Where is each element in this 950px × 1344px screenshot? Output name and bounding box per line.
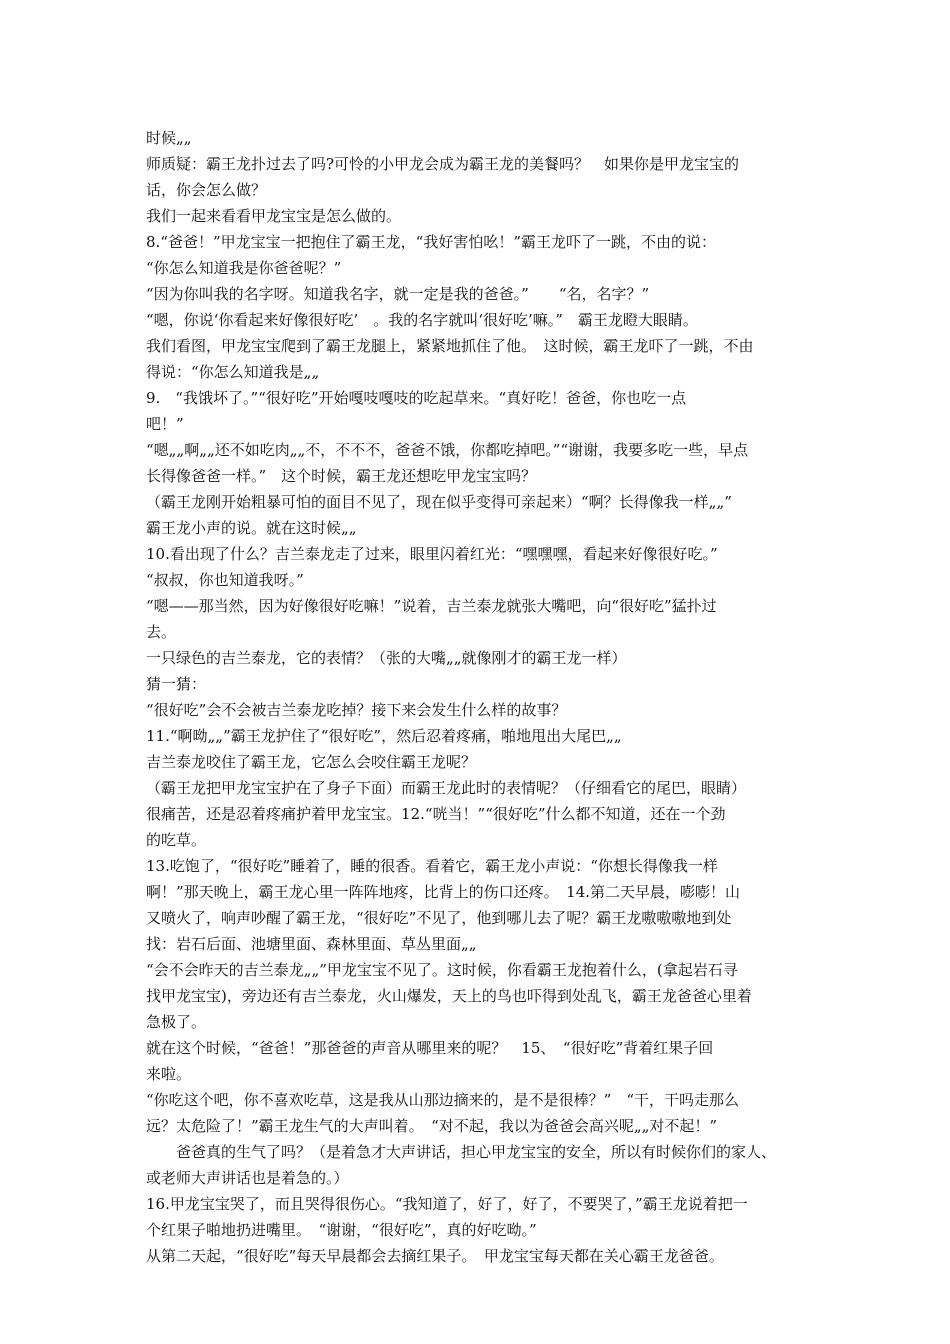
text-line: 13.吃饱了，“很好吃”睡着了，睡的很香。看着它，霸王龙小声说：“你想长得像我一样 <box>146 857 718 875</box>
text-line: 霸王龙小声的说。就在这时候„„ <box>146 519 357 537</box>
text-line: 话，你会怎么做？ <box>146 181 267 199</box>
text-line: 啊！”那天晚上，霸王龙心里一阵阵地疼，比背上的伤口还疼。 14.第二天早晨，嘭嘭！山 <box>146 883 741 901</box>
text-line: 10.看出现了什么？吉兰泰龙走了过来，眼里闪着红光：“嘿嘿嘿，看起来好像很好吃。” <box>146 545 718 563</box>
text-line: 吧！” <box>146 415 184 433</box>
text-line: 16.甲龙宝宝哭了，而且哭得很伤心。“我知道了，好了，好了，不要哭了，”霸王龙说着把一 <box>146 1195 748 1213</box>
text-line: 就在这个时候，“爸爸！”那爸爸的声音从哪里来的呢？ 15、 “很好吃”背着红果子回 <box>146 1039 714 1057</box>
text-line: “嗯——那当然，因为好像很好吃嘛！”说着，吉兰泰龙就张大嘴吧，向“很好吃”猛扑过 <box>146 597 717 615</box>
text-line: “因为你叫我的名字呀。知道我名字，就一定是我的爸爸。” “名，名字？” <box>146 285 650 303</box>
text-line: 得说：“你怎么知道我是„„ <box>146 363 320 381</box>
document-body <box>146 125 814 1269</box>
text-line: 我们一起来看看甲龙宝宝是怎么做的。 <box>146 207 402 225</box>
text-line: 找：岩石后面、池塘里面、森林里面、草丛里面„„ <box>146 935 477 953</box>
text-line: “你怎么知道我是你爸爸呢？” <box>146 259 342 277</box>
text-line: 去。 <box>146 623 177 641</box>
text-line: （霸王龙把甲龙宝宝护在了身子下面）而霸王龙此时的表情呢？（仔细看它的尾巴，眼睛） <box>146 779 747 797</box>
text-line: 找甲龙宝宝)，旁边还有吉兰泰龙，火山爆发，天上的鸟也吓得到处乱飞，霸王龙爸爸心里着 <box>146 987 752 1005</box>
text-line: 或老师大声讲话也是着急的。） <box>146 1169 349 1187</box>
text-line: 一只绿色的吉兰泰龙，它的表情？（张的大嘴„„就像刚才的霸王龙一样） <box>146 649 627 667</box>
text-line: “嗯„„啊„„还不如吃肉„„不，不不不，爸爸不饿，你都吃掉吧。”“谢谢，我要多吃一些，早点 <box>146 441 749 459</box>
text-line: 9. “我饿坏了。”“很好吃”开始嘎吱嘎吱的吃起草来。“真好吃！爸爸，你也吃一点 <box>146 389 687 407</box>
text-line: 个红果子啪地扔进嘴里。 “谢谢，“很好吃”，真的好吃呦。” <box>146 1221 537 1239</box>
text-line: 11.“啊呦„„”霸王龙护住了“很好吃”，然后忍着疼痛，啪地甩出大尾巴„„ <box>146 727 622 745</box>
text-line: 8.“爸爸！”甲龙宝宝一把抱住了霸王龙，“我好害怕吆！”霸王龙吓了一跳，不由的说： <box>146 233 716 251</box>
text-line: 来啦。 <box>146 1065 192 1083</box>
text-line: 很痛苦，还是忍着疼痛护着甲龙宝宝。12.“咣当！”“很好吃”什么都不知道，还在一个劲 <box>146 805 726 823</box>
text-line: “你吃这个吧，你不喜欢吃草，这是我从山那边摘来的，是不是很棒？” “干，干吗走那么 <box>146 1091 740 1109</box>
text-line: 吉兰泰龙咬住了霸王龙，它怎么会咬住霸王龙呢？ <box>146 753 477 771</box>
text-line: 我们看图，甲龙宝宝爬到了霸王龙腿上，紧紧地抓住了他。 这时候，霸王龙吓了一跳，不由 <box>146 337 754 355</box>
text-line: “很好吃”会不会被吉兰泰龙吃掉？接下来会发生什么样的故事？ <box>146 701 567 719</box>
text-line: 时候„„ <box>146 129 192 147</box>
text-line: 急极了。 <box>146 1013 207 1031</box>
text-line: （霸王龙刚开始粗暴可怕的面目不见了，现在似乎变得可亲起来）“啊？长得像我一样„„” <box>146 493 732 511</box>
text-line: 爸爸真的生气了吗？（是着急才大声讲话，担心甲龙宝宝的安全，所以有时候你们的家人、 <box>176 1143 777 1161</box>
text-line: “嗯，你说‘你看起来好像很好吃’ 。我的名字就叫‘很好吃’嘛。” 霸王龙瞪大眼睛。 <box>146 311 698 329</box>
text-line: 远？太危险了！”霸王龙生气的大声叫着。 “对不起，我以为爸爸会高兴呢„„对不起！” <box>146 1117 718 1135</box>
text-line: 猜一猜： <box>146 675 207 693</box>
text-line: 从第二天起，“很好吃”每天早晨都会去摘红果子。 甲龙宝宝每天都在关心霸王龙爸爸。 <box>146 1247 724 1265</box>
text-line: 又喷火了，响声吵醒了霸王龙，“很好吃”不见了，他到哪儿去了呢？霸王龙嗷嗷嗷地到处 <box>146 909 732 927</box>
text-line: 师质疑：霸王龙扑过去了吗?可怜的小甲龙会成为霸王龙的美餐吗？ 如果你是甲龙宝宝的 <box>146 155 740 173</box>
text-line: 长得像爸爸一样。” 这个时候，霸王龙还想吃甲龙宝宝吗？ <box>146 467 537 485</box>
text-line: “叔叔，你也知道我呀。” <box>146 571 304 589</box>
text-line: “会不会昨天的吉兰泰龙„„”甲龙宝宝不见了。这时候，你看霸王龙抱着什么，(拿起岩石寻 <box>146 961 738 979</box>
text-line: 的吃草。 <box>146 831 207 849</box>
